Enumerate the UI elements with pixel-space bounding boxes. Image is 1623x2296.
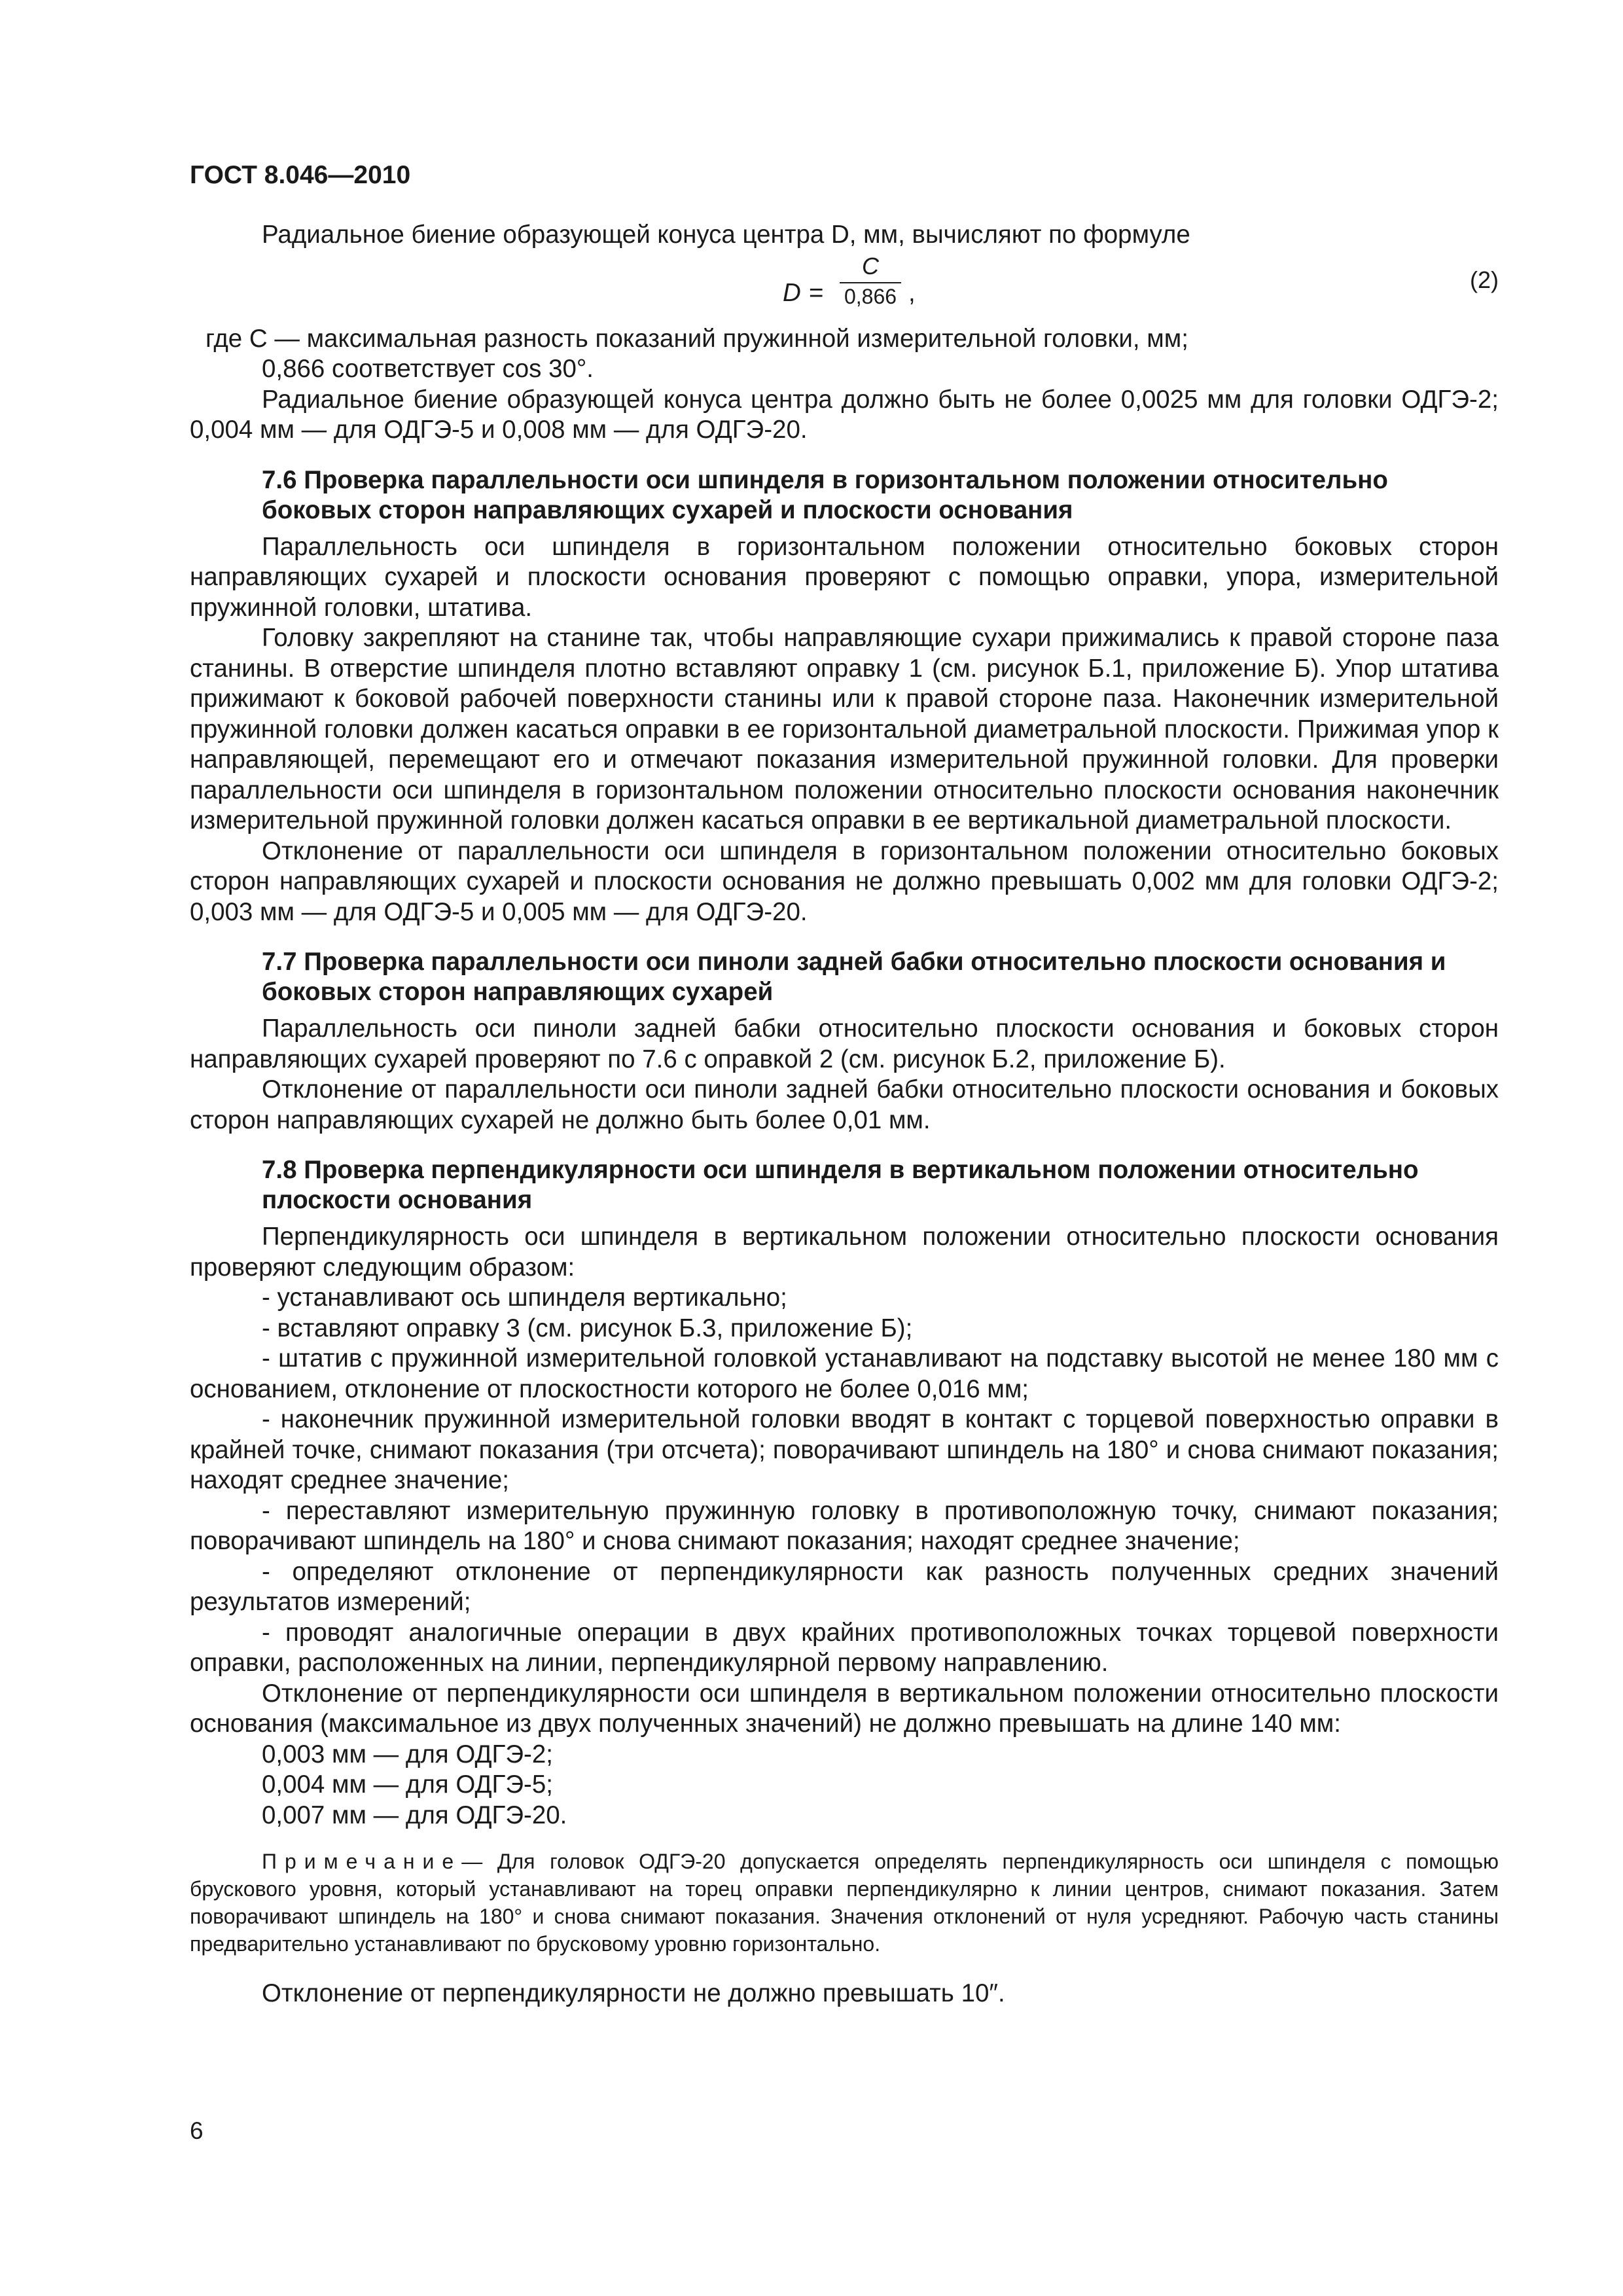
limit-item: 0,004 мм — для ОДГЭ-5; bbox=[262, 1770, 553, 1799]
section-7-7-paragraph: Параллельность оси пиноли задней бабки относительно плоскости основания и боковых сторон направляющих сухарей проверяют по 7.6 с оправкой 2 (см. рисунок Б.2, приложение Б). bbox=[190, 1014, 1499, 1073]
document-body bbox=[190, 220, 1499, 2009]
note-text: — Для головок ОДГЭ-20 допускается определять перпендикулярность оси шпинделя с помощью брускового уровня, который устанавливают на торец оправки перпендикулярно к линии центров, снимают показания. Затем поворачивают шпиндель на 180° и снова снимают показания. Значения отклонений от нуля усредняют. Рабочую часть станины предварительно устанавливают по брусковому уровню горизонтально. bbox=[190, 1850, 1499, 1956]
section-7-6-paragraph: Головку закрепляют на станине так, чтобы направляющие сухари прижимались к правой стороне паза станины. В отверстие шпинделя плотно вставляют оправку 1 (см. рисунок Б.1, приложение Б). Упор штатива прижимают к боковой рабочей поверхности станины или к правой стороне паза. Наконечник измерительной пружинной головки должен касаться оправки в ее горизонтальной диаметральной плоскости. Прижимая упор к направляющей, перемещают его и отмечают показания измерительной пружинной головки. Для проверки параллельности оси шпинделя в горизонтальном положении относительно плоскости основания наконечник измерительной пружинной головки должен касаться оправки в ее вертикальной диаметральной плоскости. bbox=[190, 624, 1499, 834]
section-7-8-heading: 7.8 Проверка перпендикулярности оси шпинделя в вертикальном положении относительно плоскости основания bbox=[262, 1156, 1419, 1214]
formula-lhs: D bbox=[783, 278, 801, 307]
formula-numerator: C bbox=[862, 252, 879, 279]
where-line: где C — максимальная разность показаний пружинной измерительной головки, мм; bbox=[205, 324, 1188, 353]
formula-intro: Радиальное биение образующей конуса центра D, мм, вычисляют по формуле bbox=[262, 221, 1190, 249]
section-7-6-heading: 7.6 Проверка параллельности оси шпинделя в горизонтальном положении относительно боковых сторон направляющих сухарей и плоскости основания bbox=[262, 465, 1388, 524]
list-item: - переставляют измерительную пружинную головку в противоположную точку, снимают показания; поворачивают шпиндель на 180° и снова снимают показания; находят среднее значение; bbox=[190, 1496, 1499, 1555]
formula-number: (2) bbox=[1470, 266, 1499, 293]
section-7-6-paragraph: Отклонение от параллельности оси шпинделя в горизонтальном положении относительно боковых сторон направляющих сухарей и плоскости основания не должно превышать 0,002 мм для головки ОДГЭ-2; 0,003 мм — для ОДГЭ-5 и 0,005 мм — для ОДГЭ-20. bbox=[190, 836, 1499, 926]
formula-equals: = bbox=[809, 278, 824, 307]
note bbox=[190, 1848, 1499, 1958]
formula-comma: , bbox=[908, 278, 916, 307]
section-7-6-paragraph: Параллельность оси шпинделя в горизонтальном положении относительно боковых сторон направляющих сухарей и плоскости основания проверяют с помощью оправки, упора, измерительной пружинной головки, штатива. bbox=[190, 532, 1499, 622]
page-number: 6 bbox=[190, 2117, 204, 2144]
formula-2 bbox=[190, 252, 1499, 324]
formula-fraction bbox=[834, 252, 906, 310]
list-item: - проводят аналогичные операции в двух крайних противоположных точках торцевой поверхности оправки, расположенных на линии, перпендикулярной первому направлению. bbox=[190, 1618, 1499, 1677]
runout-limit-paragraph: Радиальное биение образующей конуса центра должно быть не более 0,0025 мм для головки ОДГЭ-2; 0,004 мм — для ОДГЭ-5 и 0,008 мм — для ОДГЭ-20. bbox=[190, 385, 1499, 444]
formula-denominator: 0,866 bbox=[844, 284, 897, 308]
note-label: Примечание bbox=[262, 1850, 462, 1873]
list-item: - наконечник пружинной измерительной головки вводят в контакт с торцевой поверхностью оправки в крайней точке, снимают показания (три отсчета); поворачивают шпиндель на 180° и снова снимают показания; находят среднее значение; bbox=[190, 1405, 1499, 1494]
section-7-8-paragraph: Перпендикулярность оси шпинделя в вертикальном положении относительно плоскости основания проверяют следующим образом: bbox=[190, 1223, 1499, 1282]
list-item: - устанавливают ось шпинделя вертикально; bbox=[262, 1283, 787, 1312]
limit-item: 0,007 мм — для ОДГЭ-20. bbox=[262, 1801, 567, 1829]
list-item: - определяют отклонение от перпендикулярности как разность полученных средних значений результатов измерений; bbox=[190, 1557, 1499, 1616]
section-7-7-heading: 7.7 Проверка параллельности оси пиноли задней бабки относительно плоскости основания и боковых сторон направляющих сухарей bbox=[262, 948, 1446, 1006]
limit-item: 0,003 мм — для ОДГЭ-2; bbox=[262, 1740, 553, 1768]
list-item: - штатив с пружинной измерительной головкой устанавливают на подставку высотой не менее 180 мм с основанием, отклонение от плоскостности которого не более 0,016 мм; bbox=[190, 1344, 1499, 1403]
section-7-8-paragraph: Отклонение от перпендикулярности оси шпинделя в вертикальном положении относительно плоскости основания (максимальное из двух полученных значений) не должно превышать на длине 140 мм: bbox=[190, 1679, 1499, 1738]
final-requirement: Отклонение от перпендикулярности не должно превышать 10″. bbox=[262, 1979, 1005, 2007]
document-header: ГОСТ 8.046—2010 bbox=[190, 161, 411, 189]
section-7-7-paragraph: Отклонение от параллельности оси пиноли задней бабки относительно плоскости основания и боковых сторон направляющих сухарей не должно быть более 0,01 мм. bbox=[190, 1075, 1499, 1134]
cos-line: 0,866 соответствует cos 30°. bbox=[262, 355, 594, 383]
list-item: - вставляют оправку 3 (см. рисунок Б.3, приложение Б); bbox=[262, 1314, 913, 1342]
